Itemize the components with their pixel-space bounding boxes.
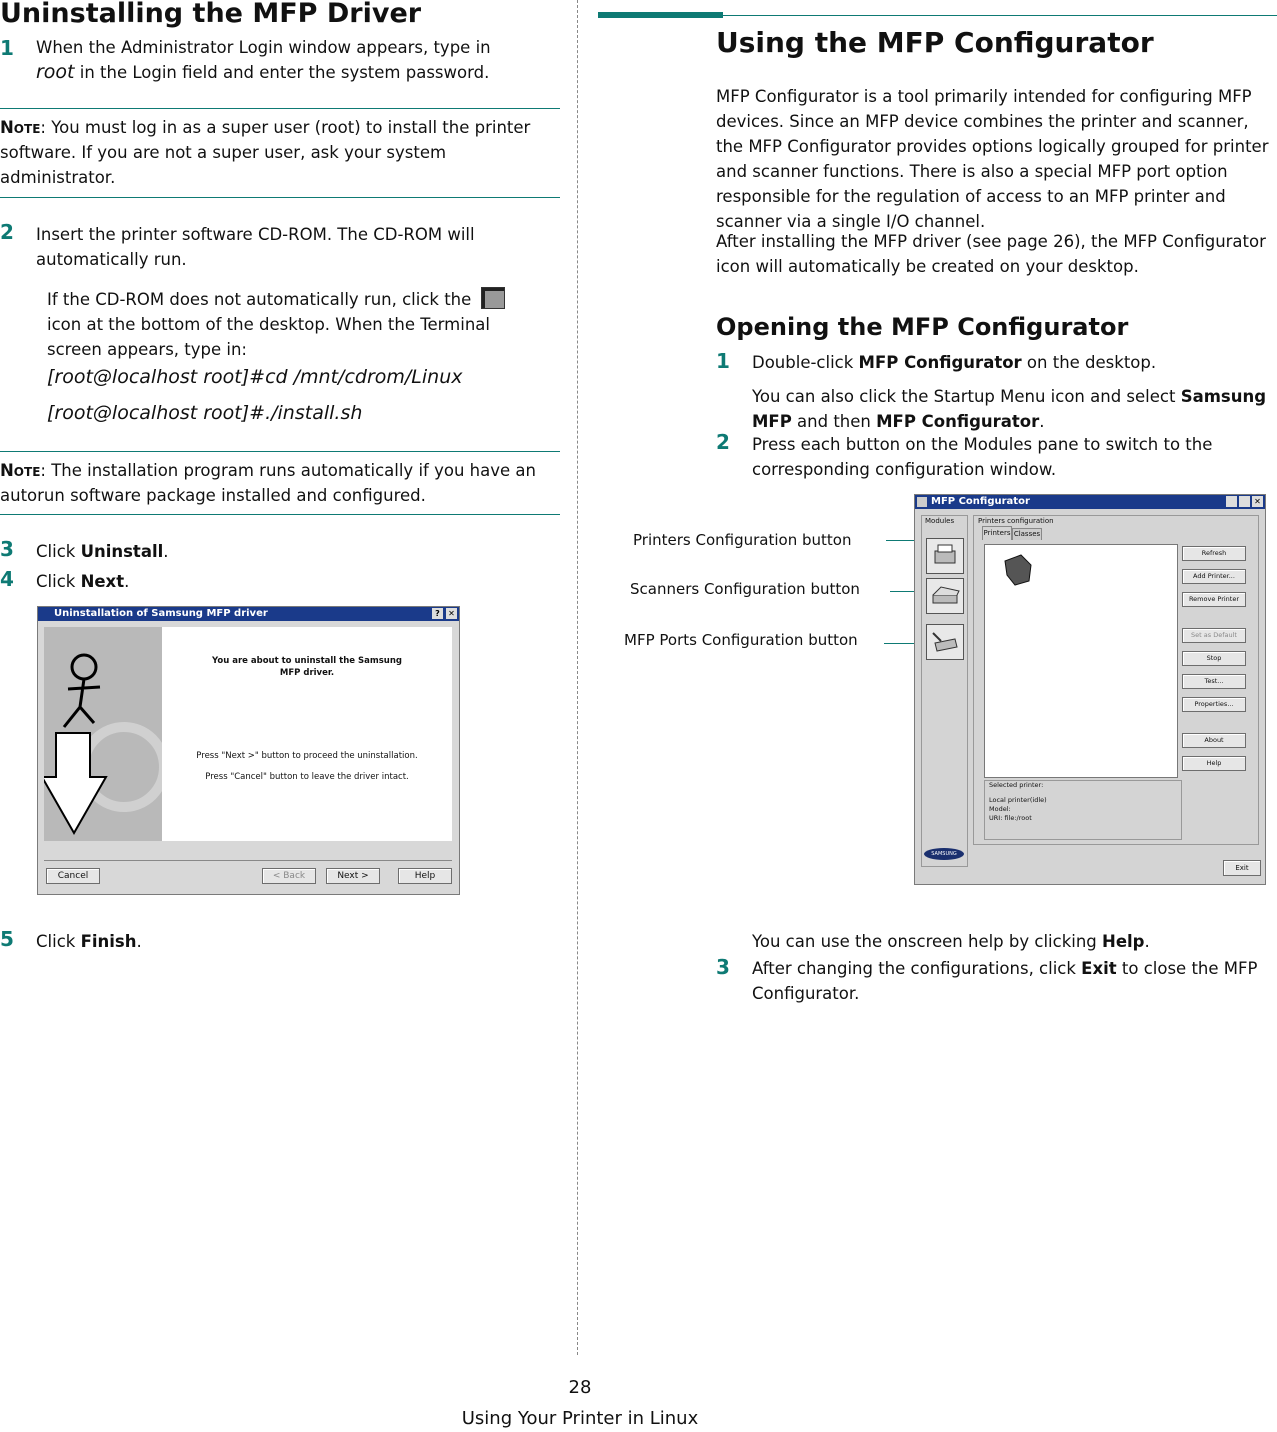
note2-label: Note	[0, 461, 41, 480]
next-button[interactable]: Next >	[326, 868, 380, 884]
test-button[interactable]: Test...	[1182, 674, 1246, 689]
tab-classes[interactable]: Classes	[1013, 530, 1041, 538]
step1-text	[36, 35, 546, 85]
dialog-divider	[44, 860, 452, 861]
r-step3-c: to close the MFP Configurator.	[752, 959, 1258, 1003]
note2-text: : The installation program runs automatically if you have an autorun software package installed and configured.	[0, 461, 536, 505]
dialog-side-image	[44, 627, 162, 841]
add-printer-button[interactable]: Add Printer...	[1182, 569, 1246, 584]
subtitle: Opening the MFP Configurator	[716, 313, 1129, 341]
page-number: 28	[568, 1377, 592, 1398]
step5-b: Finish	[80, 932, 137, 951]
r-step1-text	[752, 350, 1156, 375]
r-step1-sub-a: You can also click the Startup Menu icon and select	[752, 387, 1181, 406]
r-step3-a: After changing the configurations, click	[752, 959, 1082, 978]
note-rule	[0, 451, 560, 452]
r-step1-sub-c: and then	[791, 412, 877, 431]
intro-paragraph-1: MFP Configurator is a tool primarily intended for configuring MFP devices. Since an MFP device combines the printer and scanner, the MFP Configurator provides options logically grouped for printer and scanner functions. There is also a special MFP port option responsible for the regulation of access to an MFP printer and scanner via a single I/O channel.	[716, 87, 1269, 231]
command-line-1: [root@localhost root]#cd /mnt/cdrom/Linux	[47, 366, 463, 388]
stop-button[interactable]: Stop	[1182, 651, 1246, 666]
step4-c: .	[124, 572, 130, 591]
r-step1-sub-d: MFP Configurator	[876, 412, 1040, 431]
close-icon[interactable]: ✕	[1252, 496, 1263, 507]
step4-a: Click	[36, 572, 81, 591]
samsung-logo: SAMSUNG	[924, 848, 964, 860]
dialog-msg3: Press "Cancel" button to leave the driver intact.	[205, 772, 409, 782]
about-button[interactable]: About	[1182, 733, 1246, 748]
app-titlebar	[915, 495, 1265, 509]
step-number: 2	[716, 430, 730, 454]
step2-sub-b: icon at the bottom of the desktop. When the Terminal screen appears, type in:	[47, 315, 490, 359]
r-step3-text	[752, 956, 1272, 1006]
dialog-title: Uninstallation of Samsung MFP driver	[54, 608, 268, 619]
minimize-icon[interactable]	[1226, 496, 1237, 507]
step2-sub-a: If the CD-ROM does not automatically run, click the	[47, 290, 472, 309]
help-tip-b: Help	[1102, 932, 1145, 951]
step-number: 2	[0, 220, 14, 244]
callout-mfp-ports: MFP Ports Configuration button	[624, 631, 858, 649]
callout-scanners: Scanners Configuration button	[630, 580, 860, 598]
step2-sub	[47, 287, 547, 362]
dialog-content	[162, 627, 452, 841]
step-number: 1	[0, 36, 14, 60]
maximize-icon[interactable]	[1239, 496, 1250, 507]
footer-section: Using Your Printer in Linux	[461, 1408, 699, 1429]
step3-c: .	[163, 542, 169, 561]
note-rule	[0, 197, 560, 198]
step3-b: Uninstall	[80, 542, 164, 561]
step-number: 1	[716, 349, 730, 373]
step5-a: Click	[36, 932, 81, 951]
uninstall-figure-icon	[44, 627, 162, 841]
note1-text: : You must log in as a super user (root) to install the printer software. If you are not a super user, ask your system administrator.	[0, 118, 531, 187]
intro-paragraph-2: After installing the MFP driver (see page 26), the MFP Configurator icon will automatically be created on your desktop.	[716, 232, 1266, 276]
r-step1-sub-b: Samsung MFP	[752, 387, 1267, 431]
dialog-msg1: You are about to uninstall the Samsung MFP driver.	[212, 656, 402, 678]
printer-icon	[927, 539, 963, 573]
r-step1-a: Double-click	[752, 353, 859, 372]
right-title: Using the MFP Configurator	[716, 26, 1154, 59]
r-step1-b: MFP Configurator	[858, 353, 1022, 372]
scanners-config-button[interactable]	[926, 578, 964, 614]
step4-text	[36, 569, 129, 594]
help-tip	[752, 929, 1150, 954]
modules-pane	[921, 515, 968, 867]
note1	[0, 115, 560, 190]
r-step3-b: Exit	[1081, 959, 1117, 978]
terminal-icon	[481, 287, 505, 309]
step-number: 3	[716, 955, 730, 979]
r-step2-text: Press each button on the Modules pane to switch to the corresponding configuration window.	[752, 435, 1213, 479]
close-icon[interactable]: ✕	[446, 608, 457, 619]
printer-list[interactable]	[984, 544, 1178, 778]
dialog-msg2: Press "Next >" button to proceed the uninstallation.	[196, 751, 418, 761]
step5-text	[36, 929, 142, 954]
exit-button[interactable]: Exit	[1223, 860, 1261, 876]
selected-printer-status: Local printer(idle)	[989, 796, 1047, 804]
note2	[0, 458, 560, 508]
properties-button[interactable]: Properties...	[1182, 697, 1246, 712]
selected-printer-model: Model:	[989, 805, 1011, 813]
printers-config-button[interactable]	[926, 538, 964, 574]
note-rule	[0, 108, 560, 109]
remove-printer-button[interactable]: Remove Printer	[1182, 592, 1246, 607]
command-line-2: [root@localhost root]#./install.sh	[47, 402, 363, 424]
step5-c: .	[136, 932, 142, 951]
header-rule	[723, 15, 1277, 16]
step1-root: root	[36, 61, 75, 83]
step3-a: Click	[36, 542, 81, 561]
mfp-ports-config-button[interactable]	[926, 624, 964, 660]
printer-list-item-icon[interactable]	[999, 551, 1039, 591]
column-divider	[577, 0, 578, 1355]
callout-printers: Printers Configuration button	[633, 531, 852, 549]
r-step1-c: on the desktop.	[1021, 353, 1157, 372]
step4-b: Next	[80, 572, 125, 591]
help-tip-a: You can use the onscreen help by clicking	[752, 932, 1103, 951]
app-title: MFP Configurator	[931, 496, 1030, 507]
back-button[interactable]: < Back	[262, 868, 316, 884]
note1-label: Note	[0, 118, 41, 137]
uninstall-dialog	[37, 606, 460, 895]
step-number: 5	[0, 927, 14, 951]
help-button[interactable]: Help	[398, 868, 452, 884]
mfp-configurator-window	[914, 494, 1266, 885]
dialog-titlebar	[38, 607, 459, 621]
help-button[interactable]: Help	[1182, 756, 1246, 771]
help-icon[interactable]: ?	[432, 608, 443, 619]
selected-printer-uri: URI: file:/root	[989, 814, 1032, 822]
modules-label: Modules	[925, 517, 955, 525]
note-rule	[0, 514, 560, 515]
set-default-button[interactable]: Set as Default	[1182, 628, 1246, 643]
printers-config-pane	[973, 515, 1259, 845]
header-accent-bar	[598, 12, 723, 18]
step-number: 3	[0, 537, 14, 561]
r-step1-sub-e: .	[1039, 412, 1045, 431]
step1-text-b: in the Login field and enter the system password.	[74, 63, 490, 82]
step-number: 4	[0, 567, 14, 591]
r-step1-sub	[752, 384, 1272, 434]
left-title: Uninstalling the MFP Driver	[0, 0, 422, 29]
printers-config-label: Printers configuration	[978, 517, 1054, 525]
scanner-icon	[927, 579, 963, 613]
step3-text	[36, 539, 169, 564]
step2-text: Insert the printer software CD-ROM. The CD-ROM will automatically run.	[36, 225, 475, 269]
selected-printer-label: Selected printer:	[989, 781, 1044, 789]
tab-printers[interactable]: Printers	[982, 526, 1012, 540]
app-menu-icon[interactable]	[917, 497, 927, 507]
cancel-button[interactable]: Cancel	[46, 868, 100, 884]
selected-printer-panel	[984, 780, 1182, 840]
mfp-port-icon	[927, 625, 963, 659]
help-tip-c: .	[1144, 932, 1150, 951]
refresh-button[interactable]: Refresh	[1182, 546, 1246, 561]
step1-text-a: When the Administrator Login window appears, type in	[36, 38, 491, 57]
